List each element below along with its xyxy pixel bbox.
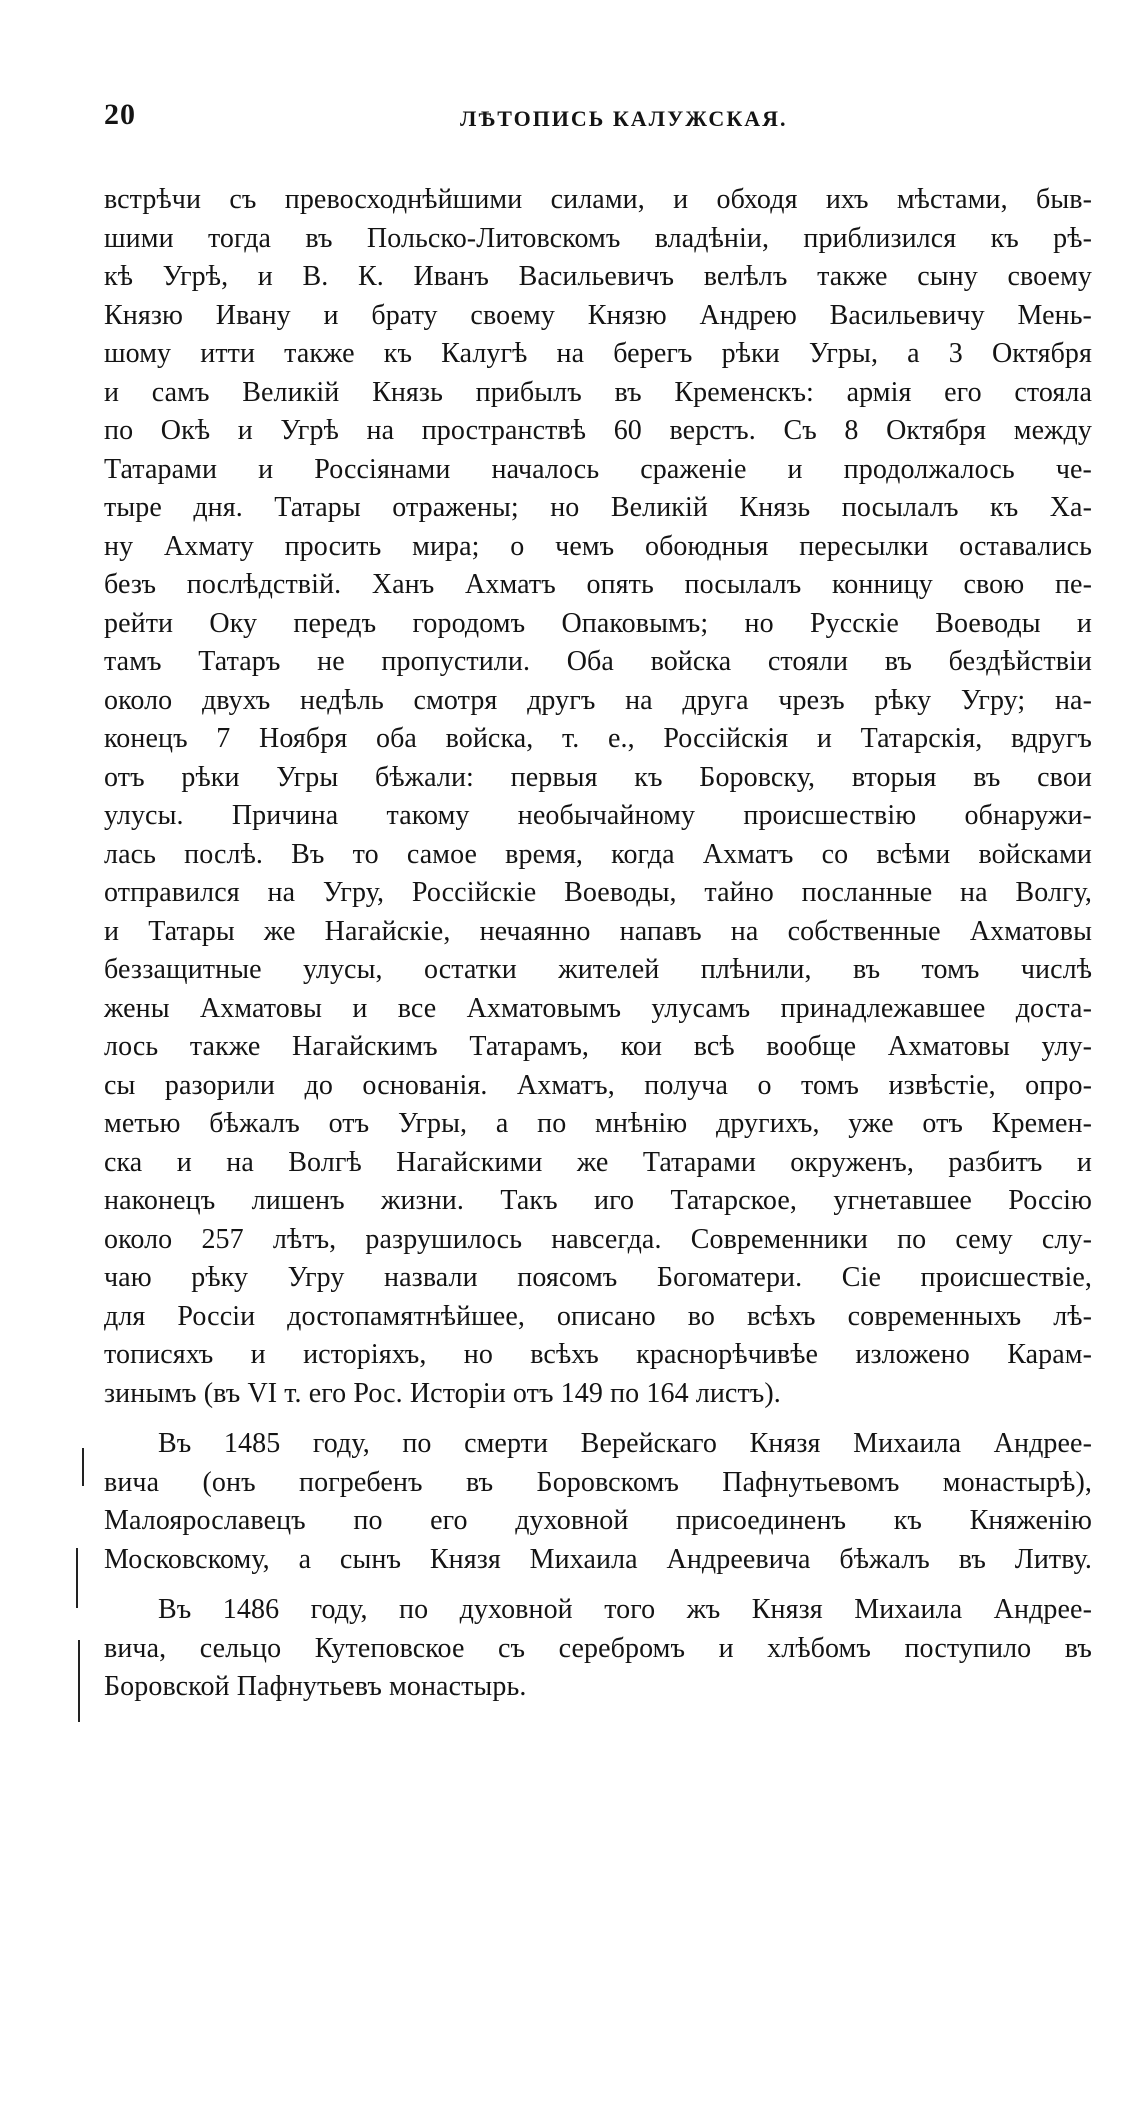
text-line: встрѣчи съ превосходнѣйшими силами, и обходя ихъ мѣстами, быв- bbox=[104, 184, 1092, 215]
text-line: жены Ахматовы и все Ахматовымъ улусамъ принадлежавшее доста- bbox=[104, 992, 1092, 1024]
text-line: около двухъ недѣль смотря другъ на друга чрезъ рѣку Угру; на- bbox=[104, 684, 1092, 716]
running-title: ЛѢТОПИСЬ КАЛУЖСКАЯ. bbox=[460, 106, 788, 131]
text-line: зинымъ (въ VI т. его Рос. Исторіи отъ 149 по 164 листъ). bbox=[104, 1377, 781, 1409]
text-line: и Татары же Нагайскіе, нечаянно напавъ на собственные Ахматовы bbox=[104, 915, 1092, 947]
text-line: по Окѣ и Угрѣ на пространствѣ 60 верстъ. Съ 8 Октября между bbox=[104, 415, 1092, 446]
text-line: беззащитные улусы, остатки жителей плѣнили, въ томъ числѣ bbox=[104, 954, 1092, 985]
text-line: отъ рѣки Угры бѣжали: первыя къ Боровску, вторыя въ свои bbox=[104, 761, 1092, 793]
text-line: Московскому, а сынъ Князя Михаила Андреевича бѣжалъ въ Литву. bbox=[104, 1543, 1092, 1575]
text-line: вича (онъ погребенъ въ Боровскомъ Пафнутьевомъ монастырѣ), bbox=[104, 1466, 1092, 1498]
text-line: улусы. Причина такому необычайному происшествію обнаружи- bbox=[104, 800, 1092, 831]
text-line: тописяхъ и исторіяхъ, но всѣхъ краснорѣчивѣе изложено Карам- bbox=[104, 1339, 1092, 1370]
text-line: Въ 1486 году, по духовной того жъ Князя Михаила Андрее- bbox=[158, 1594, 1092, 1625]
text-line: Татарами и Россіянами началось сраженіе и продолжалось че- bbox=[104, 453, 1092, 485]
text-line: Въ 1485 году, по смерти Верейскаго Князя Михаила Андрее- bbox=[158, 1428, 1092, 1459]
text-line: Боровской Пафнутьевъ монастырь. bbox=[104, 1671, 527, 1702]
paragraph-3 bbox=[104, 1591, 1092, 1707]
text-line: сы разорили до основанія. Ахматъ, получа о томъ извѣстіе, опро- bbox=[104, 1069, 1092, 1101]
text-line: Малоярославецъ по его духовной присоединенъ къ Княженію bbox=[104, 1505, 1092, 1536]
margin-pencil-mark bbox=[78, 1640, 80, 1722]
text-line: рейти Оку передъ городомъ Опаковымъ; но Русскіе Воеводы и bbox=[104, 607, 1092, 639]
margin-pencil-mark bbox=[82, 1448, 84, 1486]
paragraph-2 bbox=[104, 1425, 1092, 1579]
text-line: лась послѣ. Въ то самое время, когда Ахматъ со всѣми войсками bbox=[104, 838, 1092, 870]
page-number: 20 bbox=[104, 98, 136, 131]
text-line: отправился на Угру, Россійскіе Воеводы, тайно посланные на Волгу, bbox=[104, 877, 1092, 908]
text-line: Князю Ивану и брату своему Князю Андрею Васильевичу Мень- bbox=[104, 299, 1092, 331]
paragraph-1 bbox=[104, 181, 1092, 1413]
text-line: шими тогда въ Польско-Литовскомъ владѣніи, приблизился къ рѣ- bbox=[104, 222, 1092, 254]
text-line: чаю рѣку Угру назвали поясомъ Богоматери. Сіе происшествіе, bbox=[104, 1262, 1092, 1293]
text-line: тамъ Татаръ не пропустили. Оба войска стояли въ бездѣйствіи bbox=[104, 646, 1092, 677]
text-line: метью бѣжалъ отъ Угры, а по мнѣнію другихъ, уже отъ Кремен- bbox=[104, 1108, 1092, 1139]
text-line: вича, сельцо Кутеповское съ серебромъ и хлѣбомъ поступило въ bbox=[104, 1632, 1092, 1664]
text-line: безъ послѣдствій. Ханъ Ахматъ опять посылалъ конницу свою пе- bbox=[104, 569, 1092, 600]
page-header bbox=[104, 98, 1104, 138]
text-line: и самъ Великій Князь прибылъ въ Кременскъ: армія его стояла bbox=[104, 376, 1092, 408]
text-line: тыре дня. Татары отражены; но Великій Князь посылалъ къ Ха- bbox=[104, 492, 1092, 523]
text-line: шому итти также къ Калугѣ на берегъ рѣки Угры, а 3 Октября bbox=[104, 338, 1092, 369]
text-line: конецъ 7 Ноября оба войска, т. е., Россійскія и Татарскія, вдругъ bbox=[104, 723, 1092, 754]
body-text bbox=[104, 181, 1092, 1707]
text-line: наконецъ лишенъ жизни. Такъ иго Татарское, угнетавшее Россію bbox=[104, 1185, 1092, 1216]
text-line: для Россіи достопамятнѣйшее, описано во всѣхъ современныхъ лѣ- bbox=[104, 1300, 1092, 1332]
text-line: ска и на Волгѣ Нагайскими же Татарами окруженъ, разбитъ и bbox=[104, 1146, 1092, 1178]
text-line: кѣ Угрѣ, и В. К. Иванъ Васильевичъ велѣлъ также сыну своему bbox=[104, 261, 1092, 292]
margin-pencil-mark bbox=[76, 1548, 78, 1608]
paragraph-gap bbox=[104, 1413, 1092, 1425]
paragraph-gap bbox=[104, 1579, 1092, 1591]
text-line: около 257 лѣтъ, разрушилось навсегда. Современники по сему слу- bbox=[104, 1223, 1092, 1255]
text-line: лось также Нагайскимъ Татарамъ, кои всѣ вообще Ахматовы улу- bbox=[104, 1031, 1092, 1062]
text-line: ну Ахмату просить мира; о чемъ обоюдныя пересылки оставались bbox=[104, 530, 1092, 562]
